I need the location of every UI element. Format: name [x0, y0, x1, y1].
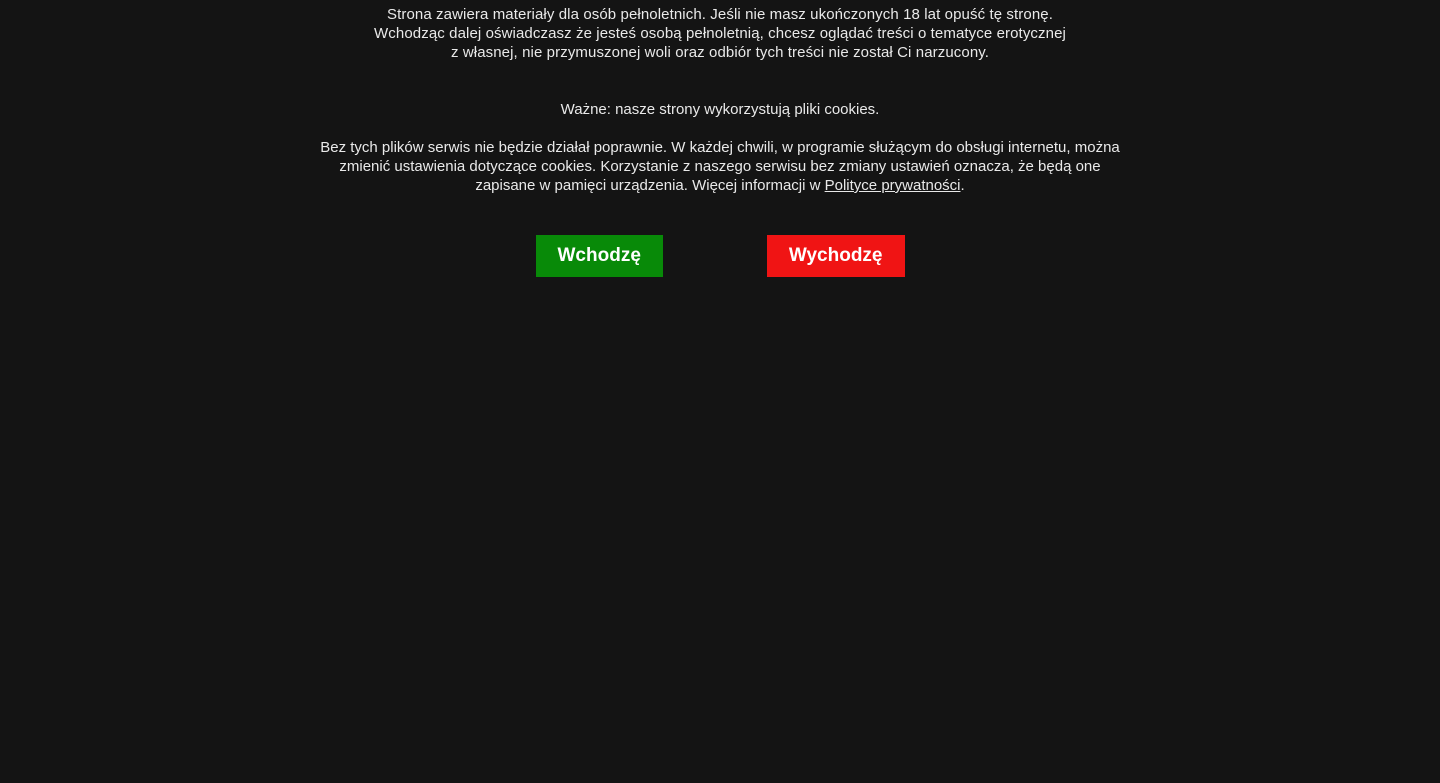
enter-button[interactable]: Wchodzę	[536, 235, 663, 277]
age-verification-gate	[320, 0, 1120, 277]
exit-button[interactable]: Wychodzę	[767, 235, 905, 277]
cookie-body-text: Bez tych plików serwis nie będzie działał poprawnie. W każdej chwili, w programie służącym do obsługi internetu, można zmienić ustawienia dotyczące cookies. Korzystanie z naszego serwisu bez zmiany ustawień oznacza, że będą one zapisane w pamięci urządzenia. Więcej informacji w	[320, 139, 1120, 194]
age-warning-line-1: Strona zawiera materiały dla osób pełnoletnich. Jeśli nie masz ukończonych 18 lat opuść tę stronę.	[387, 6, 1053, 23]
gate-buttons	[320, 235, 1120, 277]
age-warning-line-2: Wchodząc dalej oświadczasz że jesteś osobą pełnoletnią, chcesz oglądać treści o tematyce erotycznej	[374, 25, 1066, 42]
cookie-notice-heading: Ważne: nasze strony wykorzystują pliki cookies.	[560, 101, 880, 118]
age-warning-line-3: z własnej, nie przymuszonej woli oraz odbiór tych treści nie został Ci narzucony.	[450, 44, 990, 61]
age-warning-text	[320, 5, 1120, 62]
cookie-notice-body	[320, 138, 1120, 195]
cookie-body-text-end: .	[960, 177, 965, 194]
privacy-policy-link[interactable]: Polityce prywatności	[824, 177, 961, 194]
